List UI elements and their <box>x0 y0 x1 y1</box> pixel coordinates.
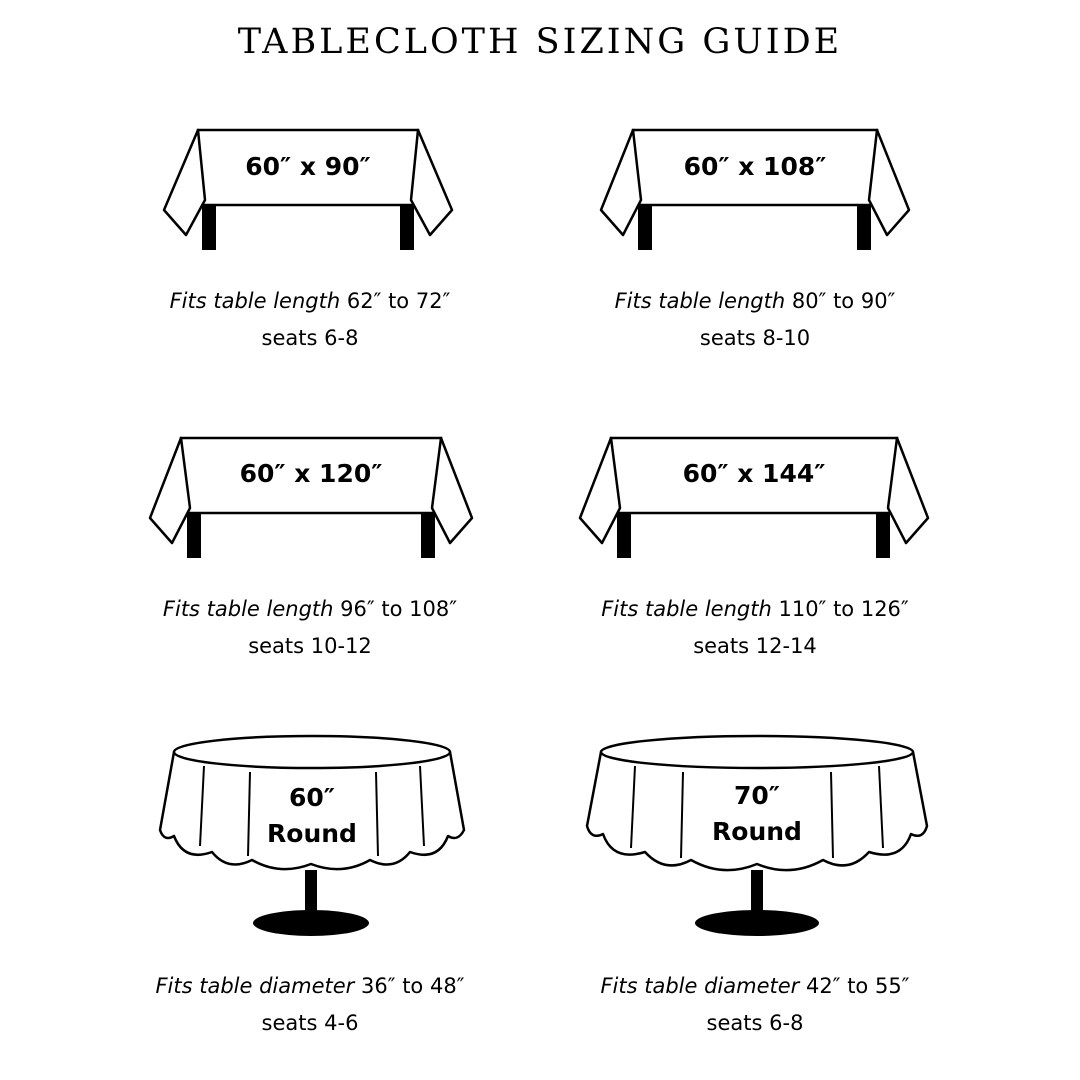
seats-caption: seats 8-10 <box>699 326 811 350</box>
rectangular-tablecloth-icon <box>525 120 985 260</box>
fit-range: 42″ to 55″ <box>799 974 910 998</box>
rectangular-tablecloth-icon <box>80 428 540 568</box>
fit-caption <box>80 968 540 1005</box>
seats-caption: seats 10-12 <box>248 634 372 658</box>
seats-caption: seats 4-6 <box>261 1011 359 1035</box>
size-label: 60″ x 108″ <box>683 152 827 181</box>
size-label: 60″ x 120″ <box>239 459 383 488</box>
sizing-card-60x144 <box>525 428 985 758</box>
seats-caption: seats 6-8 <box>706 1011 804 1035</box>
size-label-shape: Round <box>267 819 357 848</box>
sizing-card-60x90 <box>80 120 540 450</box>
sizing-card-60x120 <box>80 428 540 758</box>
fit-range: 110″ to 126″ <box>771 597 909 621</box>
size-label-size: 70″ <box>734 781 780 810</box>
fit-prefix: Fits table length <box>162 597 334 621</box>
size-label-size: 60″ <box>289 783 335 812</box>
fit-range: 96″ to 108″ <box>333 597 458 621</box>
size-label: 60″ x 90″ <box>245 152 371 181</box>
fit-caption <box>525 283 985 320</box>
seats-caption: seats 12-14 <box>693 634 817 658</box>
fit-prefix: Fits table length <box>601 597 772 621</box>
fit-range: 80″ to 90″ <box>785 289 896 313</box>
fit-caption <box>525 591 985 628</box>
rectangular-tablecloth-icon <box>525 428 985 568</box>
sizing-card-60-round <box>80 730 540 1060</box>
fit-caption <box>80 591 540 628</box>
size-label: 60″ x 144″ <box>682 459 826 488</box>
sizing-card-60x108 <box>525 120 985 450</box>
fit-range: 36″ to 48″ <box>354 974 465 998</box>
fit-caption <box>80 283 540 320</box>
fit-range: 62″ to 72″ <box>340 289 451 313</box>
sizing-card-70-round <box>525 730 985 1060</box>
rectangular-tablecloth-icon <box>80 120 540 260</box>
seats-caption: seats 6-8 <box>261 326 359 350</box>
fit-prefix: Fits table diameter <box>155 974 355 998</box>
fit-prefix: Fits table diameter <box>600 974 800 998</box>
size-label-shape: Round <box>712 817 802 846</box>
fit-prefix: Fits table length <box>614 289 786 313</box>
page-title: TABLECLOTH SIZING GUIDE <box>237 22 843 62</box>
fit-caption <box>525 968 985 1005</box>
fit-prefix: Fits table length <box>169 289 341 313</box>
